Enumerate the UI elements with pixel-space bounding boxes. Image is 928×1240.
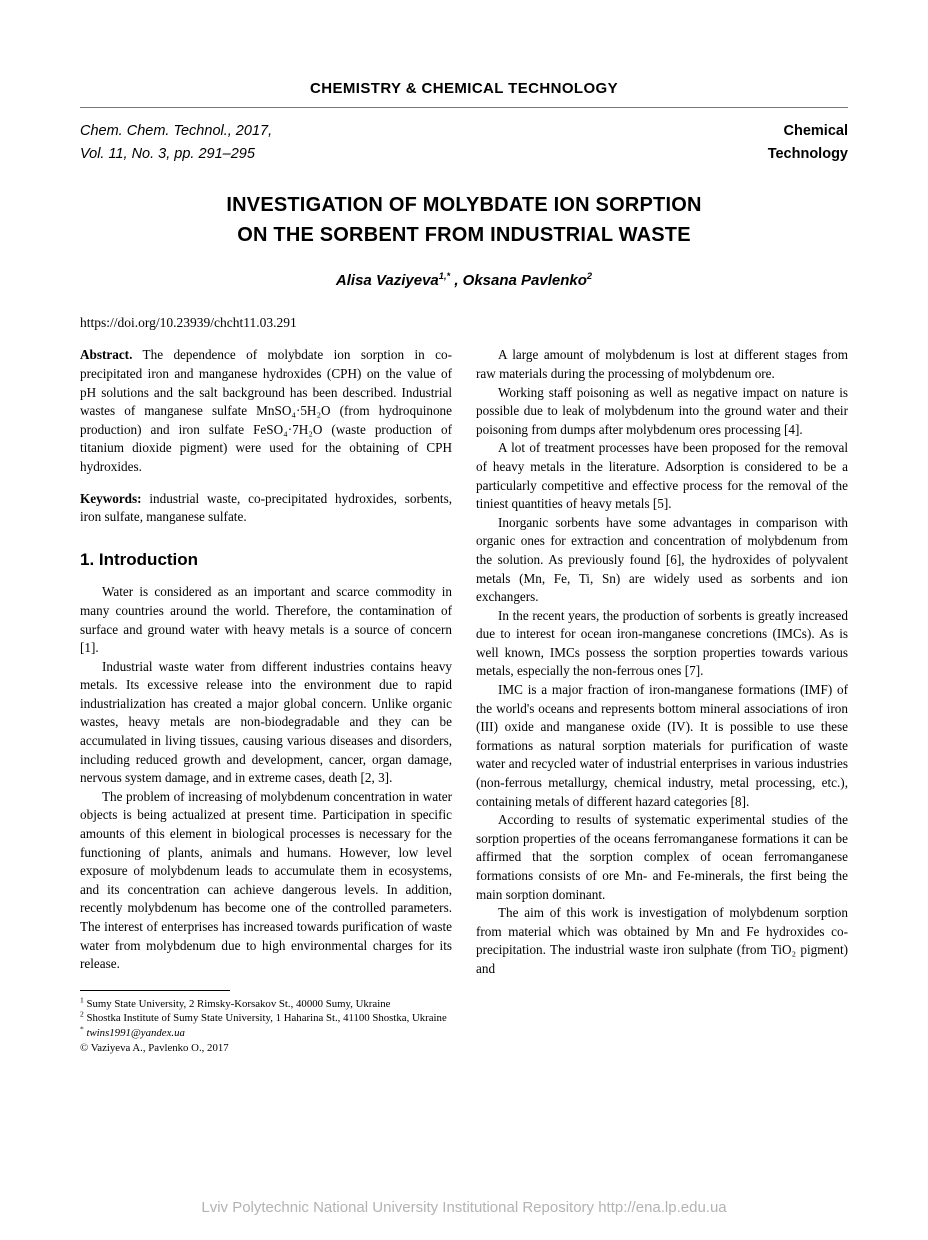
footnote-affiliation-2 [80, 1011, 452, 1026]
citation-line-1: Chem. Chem. Technol., 2017, [80, 123, 273, 139]
footnote-1-text: Sumy State University, 2 Rimsky-Korsakov St., 40000 Sumy, Ukraine [86, 997, 391, 1010]
author-1-name: Alisa Vaziyeva [335, 272, 439, 290]
keywords-label: Keywords: [80, 490, 142, 506]
intro-paragraph-3: The problem of increasing of molybdenum concentration in water objects is being actualized at present time. Participation in specific amounts of this element in biological processes is necessary for the functioning of plants, animals and humans. However, low level exposure of molybdenum leads to accumulate them in ecosystems, and its concentration can achieve dangerous levels. In addition, recently molybdenum has become one of the controlled parameters. The interest of enterprises has increased towards purification of waste water from molybdenum due to high environmental charges for its release. [80, 788, 452, 972]
body-paragraph-4: Inorganic sorbents have some advantages in comparison with organic ones for extraction and concentration of molybdenum from the solution. As previously found [6], the hydroxides of polyvalent metals (Mn, Fe, Ti, Sn) are widely used as sorbents and ion exchangers. [476, 514, 848, 605]
left-column [80, 346, 452, 1055]
author-2-affiliation-marker: 2 [586, 271, 593, 282]
two-column-body [80, 346, 848, 1055]
authors-line [80, 272, 848, 289]
page [80, 0, 848, 1055]
footnote-2-text: Shostka Institute of Sumy State University, 1 Haharina St., 41100 Shostka, Ukraine [86, 1012, 447, 1025]
introduction-heading: 1. Introduction [80, 549, 199, 569]
footnote-email-marker: * [80, 1024, 84, 1034]
keywords-text: industrial waste, co-precipitated hydroxides, sorbents, iron sulfate, manganese sulfate. [80, 490, 453, 525]
doi-link: https://doi.org/10.23939/chcht11.03.291 [80, 315, 297, 331]
header-divider [80, 107, 848, 108]
footnote-affiliation-1 [80, 997, 452, 1012]
keywords-paragraph [80, 490, 452, 527]
journal-section-line-1: Chemical [783, 123, 848, 139]
journal-section-block [768, 120, 848, 166]
journal-section-line-2: Technology [767, 146, 848, 163]
abstract-label: Abstract. [80, 347, 133, 363]
citation-line-2: Vol. 11, No. 3, pp. 291–295 [80, 146, 255, 163]
footnotes [80, 997, 452, 1055]
body-paragraph-7: According to results of systematic experimental studies of the sorption properties of the oceans ferromanganese formations it can be affirmed that the sorption complex of ocean ferromanganese formations consists of ore Mn- and Fe-minerals, the first being the main sorption dominant. [476, 812, 848, 902]
body-paragraph-5: In the recent years, the production of sorbents is greatly increased due to interest for ocean iron-manganese concretions (IMCs). As is well known, IMCs possess the sorption properties towards various metals, especially the non-ferrous ones [7]. [476, 607, 848, 679]
intro-paragraph-2: Industrial waste water from different industries contains heavy metals. Its excessive release into the environment due to rapid industrialization has created a major global concern. Unlike organic wastes, heavy metals are non-biodegradable and they can be accumulated in living tissues, causing various diseases and disorders, including reduced growth and development, cancer, organ damage, nervous system damage, and in extreme cases, death [2, 3]. [80, 658, 452, 786]
author-1-affiliation-marker: 1,* [438, 271, 451, 282]
body-paragraph-6: IMC is a major fraction of iron-manganese formations (IMF) of the world's oceans and represents bottom mineral associations of iron (III) oxide and manganese oxide (IV). It is possible to use these formations as natural sorption materials for purification of waste water and recycled water of industrial enterprises in various industries (non-ferrous metallurgy, chemical industry, metal processing, etc.), containing metals of different hazard categories [8]. [476, 682, 848, 809]
right-column [476, 346, 848, 1055]
article-title [80, 190, 848, 250]
citation-block [80, 120, 272, 166]
article-title-line-2: ON THE SORBENT FROM INDUSTRIAL WASTE [237, 224, 691, 247]
intro-paragraph-1: Water is considered as an important and scarce commodity in many countries around the world. Therefore, the contamination of surface and ground water with heavy metals is a source of concern [1]. [80, 584, 452, 656]
repository-footer: Lviv Polytechnic National University Institutional Repository http://ena.lp.edu.ua [201, 1199, 727, 1216]
abstract-text: The dependence of molybdate ion sorption in co-precipitated iron and manganese hydroxides (CPH) on the value of pH solutions and the salt background has been described. Industrial wastes of manganese sulfate MnSO₄·5H₂O (from hydroquinone production) and iron sulfate FeSO₄·7H₂O (waste production of titanium dioxide pigment) were used for the obtaining of CPH hydroxides. [80, 347, 452, 474]
footnote-divider [80, 990, 230, 991]
body-paragraph-2: Working staff poisoning as well as negative impact on nature is possible due to leak of molybdenum into the ground water and their poisoning from dumps after molybdenum ores processing [4]. [476, 384, 848, 437]
issue-info-row [80, 120, 848, 166]
footnote-2-marker: 2 [80, 1009, 84, 1019]
footnote-1-marker: 1 [80, 995, 84, 1005]
footnote-email-text: twins1991@yandex.ua [86, 1026, 185, 1039]
authors-separator: , [450, 272, 463, 290]
journal-header: CHEMISTRY & CHEMICAL TECHNOLOGY [310, 80, 618, 97]
footnote-email [80, 1026, 452, 1041]
body-paragraph-8: The aim of this work is investigation of molybdenum sorption from material which was obtained by Mn and Fe hydroxides co-precipitation. The industrial waste iron sulphate (from TiO₂ pigment) and [476, 905, 848, 976]
abstract-paragraph [80, 346, 452, 476]
article-title-line-1: INVESTIGATION OF MOLYBDATE ION SORPTION [226, 194, 702, 217]
author-2-name: Oksana Pavlenko [462, 272, 587, 290]
footnote-copyright: © Vaziyeva A., Pavlenko O., 2017 [80, 1041, 229, 1054]
body-paragraph-1: A large amount of molybdenum is lost at different stages from raw materials during the processing of molybdenum ore. [476, 347, 848, 381]
body-paragraph-3: A lot of treatment processes have been proposed for the removal of heavy metals in the literature. Adsorption is considered to be a particularly competitive and effective process for the removal of the tiniest quantities of heavy metals [5]. [476, 440, 848, 512]
